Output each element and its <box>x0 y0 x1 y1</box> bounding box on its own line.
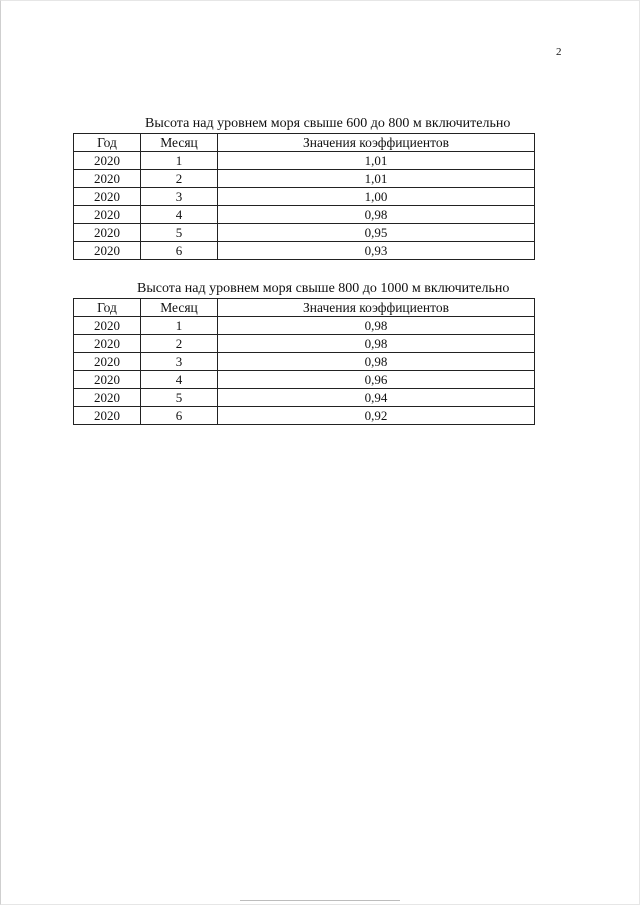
cell-coefficient: 0,96 <box>218 371 535 389</box>
cell-coefficient: 1,01 <box>218 152 535 170</box>
header-coefficients: Значения коэффициентов <box>218 299 535 317</box>
cell-year: 2020 <box>74 389 141 407</box>
table-row <box>74 353 535 371</box>
coefficients-table-600-800 <box>73 133 535 260</box>
table-row <box>74 371 535 389</box>
cell-year: 2020 <box>74 407 141 425</box>
table-row <box>74 188 535 206</box>
cell-month: 2 <box>141 335 218 353</box>
cell-month: 3 <box>141 188 218 206</box>
header-coefficients: Значения коэффициентов <box>218 134 535 152</box>
cell-year: 2020 <box>74 206 141 224</box>
header-month: Месяц <box>141 299 218 317</box>
cell-year: 2020 <box>74 335 141 353</box>
coefficients-table-800-1000 <box>73 298 535 425</box>
cell-coefficient: 0,98 <box>218 206 535 224</box>
page-number: 2 <box>556 46 562 58</box>
cell-year: 2020 <box>74 371 141 389</box>
cell-year: 2020 <box>74 152 141 170</box>
scan-edge-mark <box>240 900 400 901</box>
header-month: Месяц <box>141 134 218 152</box>
table-title-600-800: Высота над уровнем моря свыше 600 до 800 м включительно <box>145 116 511 131</box>
cell-year: 2020 <box>74 353 141 371</box>
table-row <box>74 170 535 188</box>
cell-year: 2020 <box>74 224 141 242</box>
table-row <box>74 317 535 335</box>
cell-coefficient: 0,93 <box>218 242 535 260</box>
cell-month: 3 <box>141 353 218 371</box>
table-row <box>74 224 535 242</box>
cell-year: 2020 <box>74 317 141 335</box>
cell-coefficient: 0,98 <box>218 335 535 353</box>
cell-month: 5 <box>141 224 218 242</box>
cell-month: 4 <box>141 206 218 224</box>
table-header-row <box>74 134 535 152</box>
cell-month: 6 <box>141 407 218 425</box>
cell-coefficient: 0,98 <box>218 317 535 335</box>
cell-coefficient: 1,01 <box>218 170 535 188</box>
cell-coefficient: 0,92 <box>218 407 535 425</box>
cell-month: 6 <box>141 242 218 260</box>
cell-coefficient: 0,98 <box>218 353 535 371</box>
cell-month: 2 <box>141 170 218 188</box>
table-row <box>74 335 535 353</box>
cell-year: 2020 <box>74 242 141 260</box>
header-year: Год <box>74 134 141 152</box>
table-row <box>74 206 535 224</box>
cell-month: 4 <box>141 371 218 389</box>
table-header-row <box>74 299 535 317</box>
table-row <box>74 152 535 170</box>
cell-month: 1 <box>141 317 218 335</box>
table-row <box>74 389 535 407</box>
cell-year: 2020 <box>74 188 141 206</box>
cell-coefficient: 0,94 <box>218 389 535 407</box>
table-row <box>74 407 535 425</box>
header-year: Год <box>74 299 141 317</box>
table-title-800-1000: Высота над уровнем моря свыше 800 до 1000 м включительно <box>137 281 510 296</box>
table-row <box>74 242 535 260</box>
cell-coefficient: 1,00 <box>218 188 535 206</box>
cell-year: 2020 <box>74 170 141 188</box>
cell-month: 1 <box>141 152 218 170</box>
cell-coefficient: 0,95 <box>218 224 535 242</box>
cell-month: 5 <box>141 389 218 407</box>
